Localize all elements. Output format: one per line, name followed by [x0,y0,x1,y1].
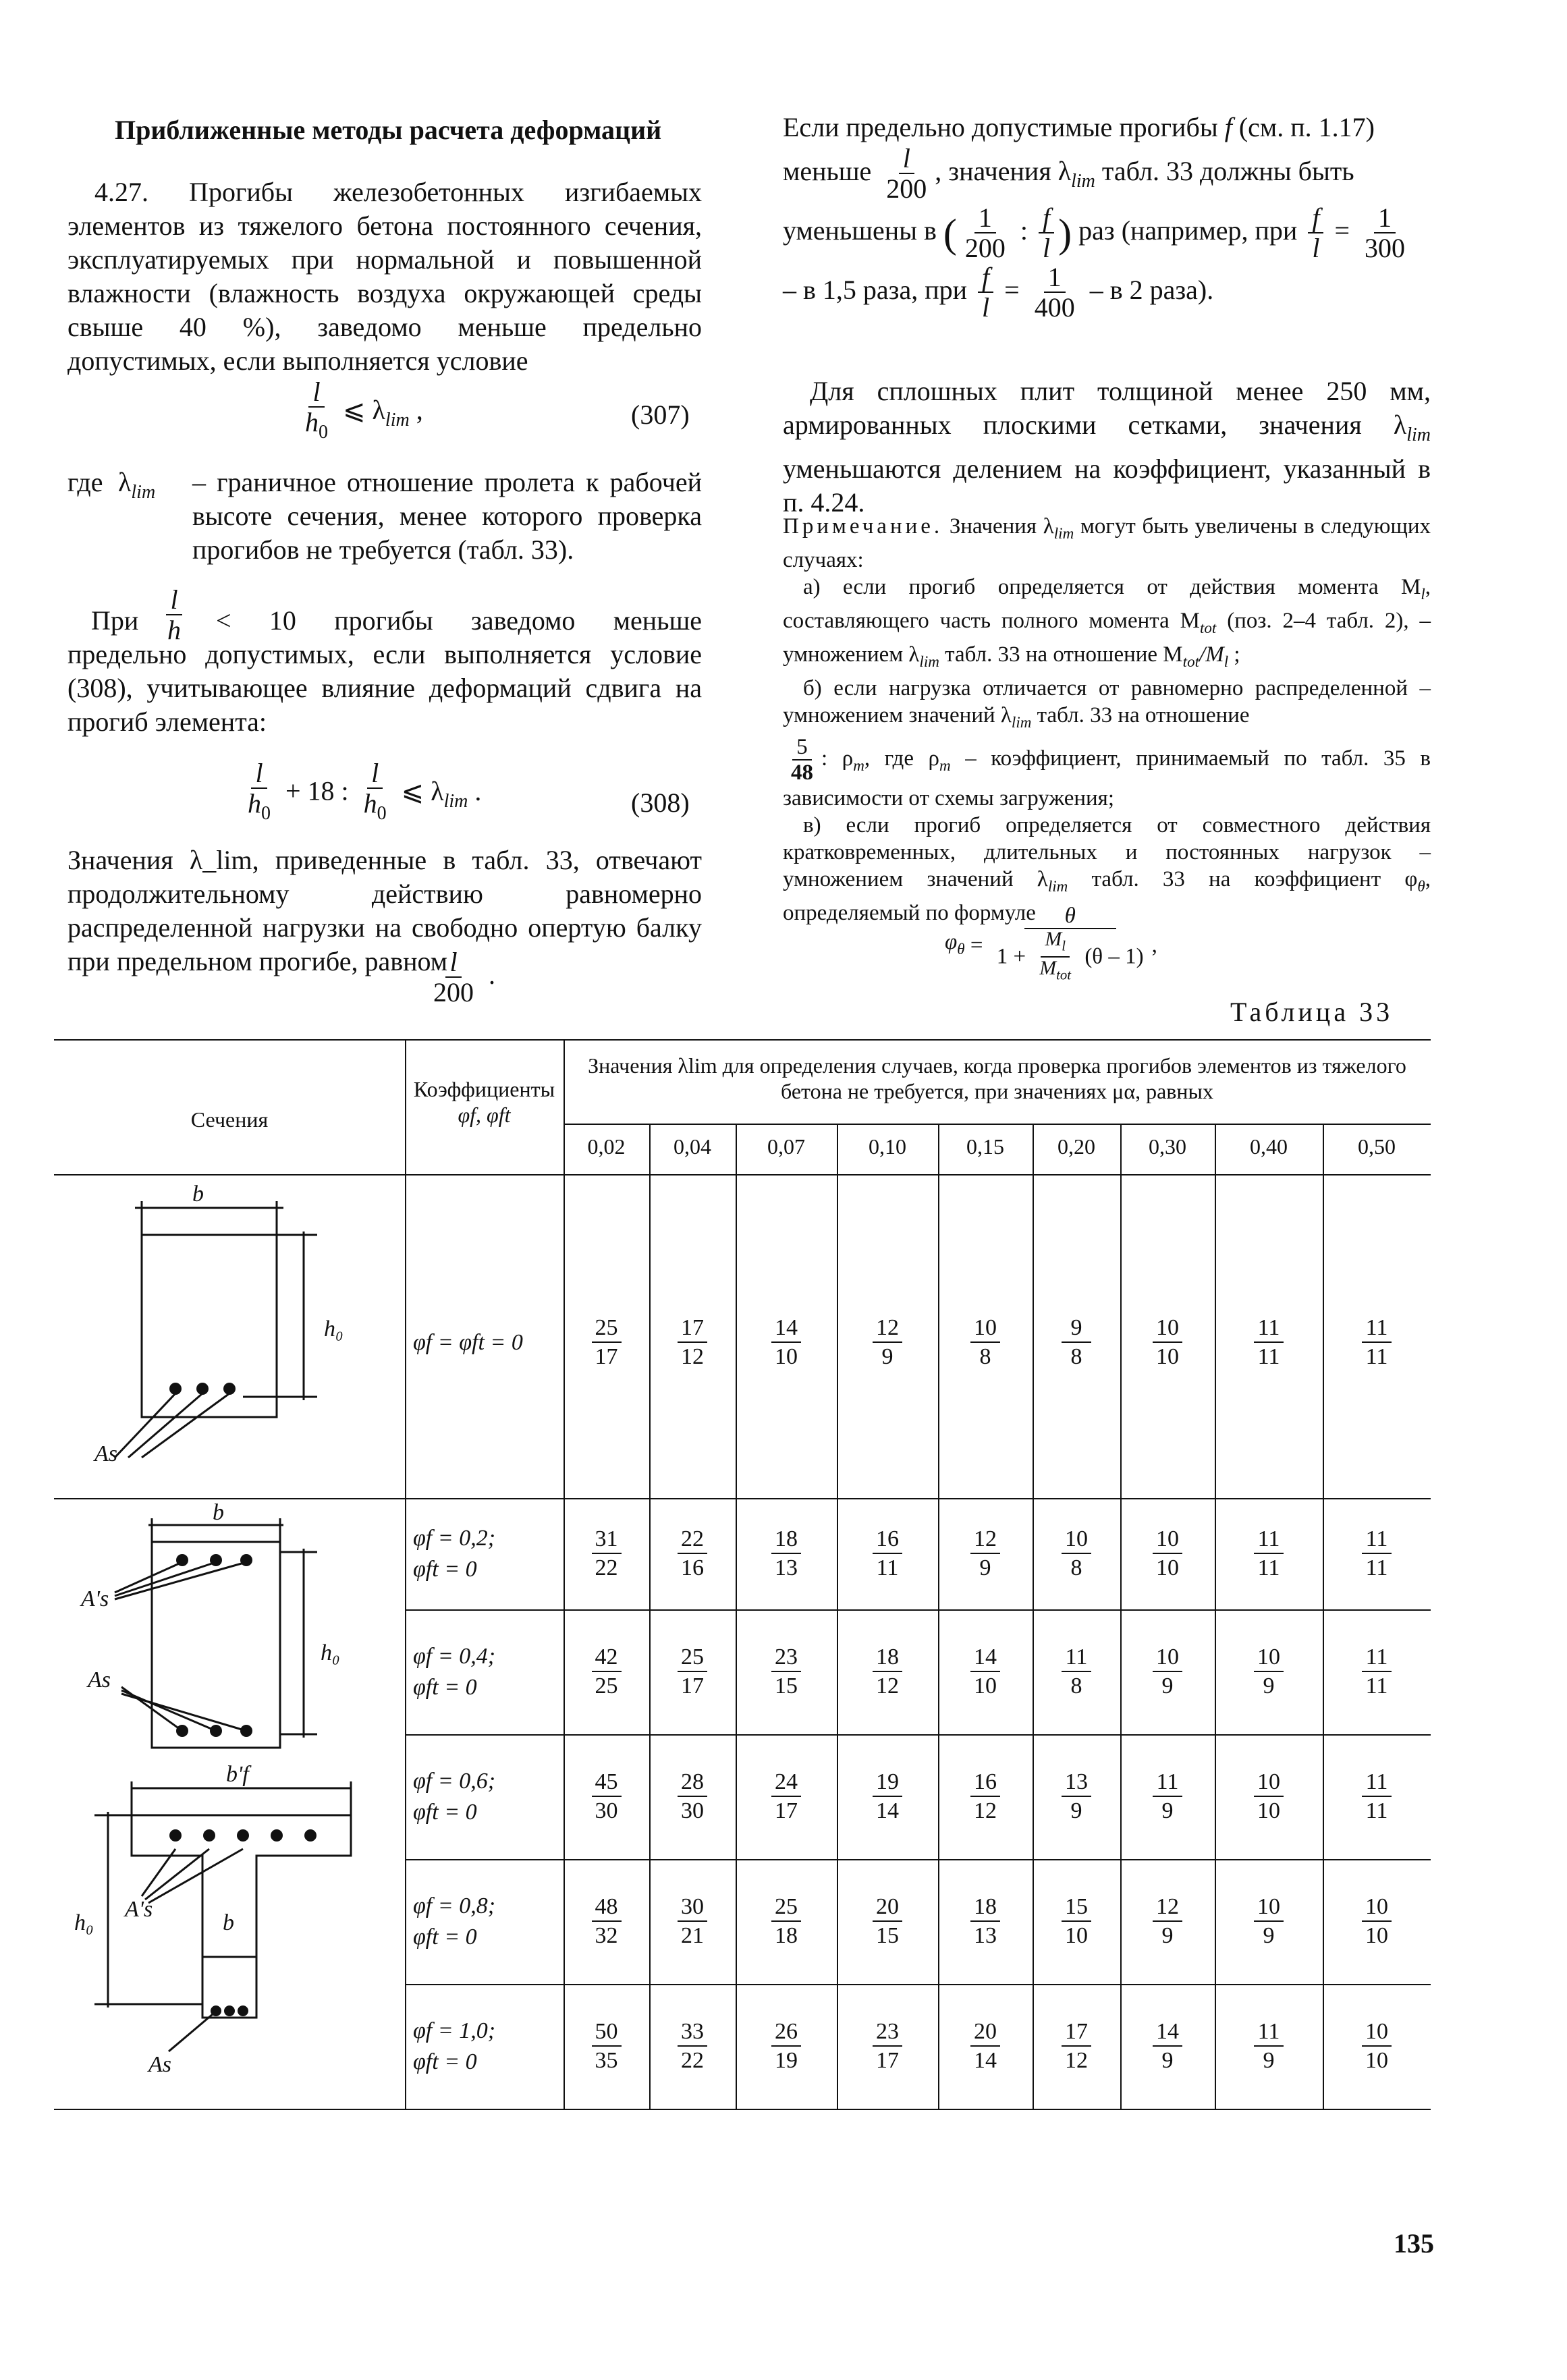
equation-308: $\frac{l}{h_0}$ + 18 : $\frac{l}{h_0}$ ⩽ $\lambda_{lim}$ . [248,758,482,824]
l-over-200: $\frac{l}{200}$ . [433,947,495,1007]
value-cell: 11 8 [1033,1642,1120,1703]
table-row-rule [405,1609,1431,1611]
value-cell: 10 9 [1120,1642,1215,1703]
header-mu-alpha: 0,02 [587,1134,626,1159]
table-row-rule [405,1734,1431,1736]
value-cell: 18 13 [736,1524,837,1584]
label-As-2: As [88,1667,111,1692]
paragraph-4-27: 4.27. Прогибы железобетонных изгибаемых элементов из тяжелого бетона постоянного сечения, эксплуатируемых при нормальной и повышенной влажности (влажность воздуха окружающей среды свыше 40 %), заведомо меньше предельно допустимых, если выполняется условие [67,177,702,376]
value-cell: 28 30 [649,1767,736,1827]
label-As-1: As [94,1441,117,1466]
value-cell: 30 21 [649,1891,736,1952]
section-heading: Приближенные методы расчета деформаций [115,115,662,145]
label-As-prime-2: A's [81,1586,109,1611]
header-mu-alpha: 0,30 [1149,1134,1186,1159]
label-As-prime-3: A's [125,1897,153,1922]
value-cell: 11 9 [1120,1767,1215,1827]
pri-label: При [91,605,139,636]
value-cell: 23 15 [736,1642,837,1703]
header-coefficients: Коэффициенты φf, φft [413,1077,555,1127]
value-cell: 11 11 [1323,1642,1431,1703]
header-sections: Сечения [190,1107,269,1132]
value-cell: 42 25 [563,1642,649,1703]
table-col-rule [1323,1124,1324,2109]
value-cell: 18 13 [938,1891,1033,1952]
value-cell: 50 35 [563,2016,649,2077]
value-cell: 16 12 [938,1767,1033,1827]
header-mu-alpha: 0,40 [1250,1134,1288,1159]
values-paragraph: Значения λ_lim, приведенные в табл. 33, отвечают продолжительному действию равномерно распределенной нагрузки на свободно опертую балку при предельном прогибе, равном [67,845,702,976]
value-cell: 13 9 [1033,1767,1120,1827]
where-label: где [67,467,103,497]
value-cell: 45 30 [563,1767,649,1827]
value-cell: 10 8 [938,1312,1033,1373]
phi-theta-formula: $\varphi_\theta$ = θ 1 + $\frac{M_l}{M_{tot}}$ (θ – 1) , [945,904,1157,983]
value-cell: 15 10 [1033,1891,1120,1952]
table-row-rule [405,1859,1431,1860]
note-block: Примечание. Значения $\lambda_{lim}$ могут быть увеличены в следующих случаях: а) если прогиб определяется от действия момента $M_l$, составляющего часть полного момента $M_{tot}$ (поз. 2–4 табл. 2), – умножением $\lambda_{lim}$ табл. 33 на отношение $M_{tot}/M_l$ ; б) если нагрузка отличается от равномерно распределенной – умножением значений $\lambda_{lim}$ табл. 33 на отношение $\frac{5}{48}$ : $\rho_m$, где $\rho_m$ – коэффициент, принимаемый по табл. 35 в зависимости от схемы загружения; в) если прогиб определяется от совместного действия кратковременных, длительных и постоянных нагрузок – умножением значений $\lambda_{lim}$ табл. 33 на коэффициент $\varphi_\theta$, определяемый по формуле [783,514,1431,926]
coefficient-cell: φf = 1,0; φft = 0 [413,2018,496,2074]
value-cell: 10 10 [1323,2016,1431,2077]
value-cell: 9 8 [1033,1312,1120,1373]
value-cell: 10 8 [1033,1524,1120,1584]
rect-section-1 [142,1235,277,1417]
value-cell: 14 10 [736,1312,837,1373]
equation-307-number: (307) [631,399,690,430]
table-col-rule [938,1124,939,2109]
section-figures [67,1174,398,2119]
header-mu-alpha: 0,15 [966,1134,1004,1159]
table-col-rule [1215,1124,1216,2109]
value-cell: 24 17 [736,1767,837,1827]
value-cell: 10 10 [1120,1524,1215,1584]
label-h0-3: h₀ [74,1910,94,1935]
equation-308-number: (308) [631,787,690,818]
table-col-rule [736,1124,737,2109]
value-cell: 23 17 [837,2016,938,2077]
table-col-rule [1120,1124,1122,2109]
table-title: Таблица 33 [1230,997,1394,1027]
where-definition: – граничное отношение пролета к рабочей высоте сечения, менее которого проверка прогибов не требуется (табл. 33). [192,467,702,565]
table-col-rule [837,1124,838,2109]
value-cell: 11 11 [1323,1312,1431,1373]
coefficient-cell: φf = 0,6; φft = 0 [413,1768,496,1825]
value-cell: 25 18 [736,1891,837,1952]
header-mu-alpha: 0,04 [673,1134,711,1159]
coefficient-cell: φf = 0,8; φft = 0 [413,1893,496,1949]
label-h0-2: h₀ [321,1640,340,1665]
equation-307: $\frac{l}{h_0}$ ⩽ $\lambda_{lim}$ , [305,377,423,443]
value-cell: 48 32 [563,1891,649,1952]
value-cell: 10 9 [1215,1642,1323,1703]
right-para-2: Для сплошных плит толщиной менее 250 мм, армированных плоскими сетками, значения $\lambda_{lim}$ уменьшаются делением на коэффициент, указанный в п. 4.24. [783,376,1431,518]
label-b-2: b [213,1500,224,1525]
value-cell: 25 17 [649,1642,736,1703]
value-cell: 10 10 [1120,1312,1215,1373]
value-cell: 12 9 [938,1524,1033,1584]
coefficient-cell: φf = φft = 0 [413,1330,523,1355]
header-mu-alpha: 0,07 [767,1134,805,1159]
value-cell: 25 17 [563,1312,649,1373]
label-b-3: b [223,1910,234,1935]
value-cell: 11 11 [1215,1312,1323,1373]
coefficient-cell: φf = 0,2; φft = 0 [413,1525,496,1582]
table-col-rule [649,1124,651,2109]
value-cell: 14 10 [938,1642,1033,1703]
value-cell: 11 11 [1215,1524,1323,1584]
value-cell: 11 11 [1323,1767,1431,1827]
value-cell: 10 10 [1323,1891,1431,1952]
coefficient-cell: φf = 0,4; φft = 0 [413,1643,496,1700]
value-cell: 17 12 [1033,2016,1120,2077]
value-cell: 22 16 [649,1524,736,1584]
table-col-rule [1033,1124,1034,2109]
value-cell: 16 11 [837,1524,938,1584]
label-As-3: As [148,2052,171,2077]
value-cell: 14 9 [1120,2016,1215,2077]
header-values: Значения λlim для определения случаев, когда проверка прогибов элементов из тяжелого бетона не требуется, при значениях μα, равных [588,1053,1406,1103]
value-cell: 10 10 [1215,1767,1323,1827]
pri-paragraph: < 10 прогибы заведомо меньше предельно допустимых, если выполняется условие (308), учитывающее влияние деформаций сдвига на прогиб элемента: [67,605,702,737]
value-cell: 31 22 [563,1524,649,1584]
right-para-1: Если предельно допустимые прогибы f (см. п. 1.17) меньше $\frac{l}{200}$ , значения $\lambda_{lim}$ табл. 33 должны быть уменьшены в ( $\frac{1}{200}$ : $\frac{f}{l}$ ) раз (например, при $\frac{f}{l}$ = $\frac{1}{300}$ – в 1,5 раза, при $\frac{f}{l}$ = $\frac{1}{400}$ – в 2 раза). [783,112,1406,323]
value-cell: 11 11 [1323,1524,1431,1584]
header-mu-alpha: 0,10 [869,1134,906,1159]
value-cell: 10 9 [1215,1891,1323,1952]
value-cell: 12 9 [1120,1891,1215,1952]
value-cell: 20 15 [837,1891,938,1952]
l-over-h: $\frac{l}{h}$ [167,584,181,645]
header-mu-alpha: 0,20 [1057,1134,1095,1159]
table-row-rule [405,1984,1431,1985]
value-cell: 33 22 [649,2016,736,2077]
label-bf-prime: b'f [226,1762,249,1787]
table-header-split [563,1124,1431,1125]
table-top-rule [54,1039,1431,1041]
value-cell: 11 9 [1215,2016,1323,2077]
label-b-1: b [192,1182,204,1207]
value-cell: 26 19 [736,2016,837,2077]
value-cell: 19 14 [837,1767,938,1827]
label-h0-1: h₀ [324,1317,343,1341]
value-cell: 17 12 [649,1312,736,1373]
value-cell: 12 9 [837,1312,938,1373]
page-number: 135 [1394,2228,1434,2259]
lambda-lim-symbol: $\lambda_{lim}$ [118,467,156,503]
header-mu-alpha: 0,50 [1358,1134,1396,1159]
value-cell: 20 14 [938,2016,1033,2077]
value-cell: 18 12 [837,1642,938,1703]
table-col-rule [405,1039,406,2109]
